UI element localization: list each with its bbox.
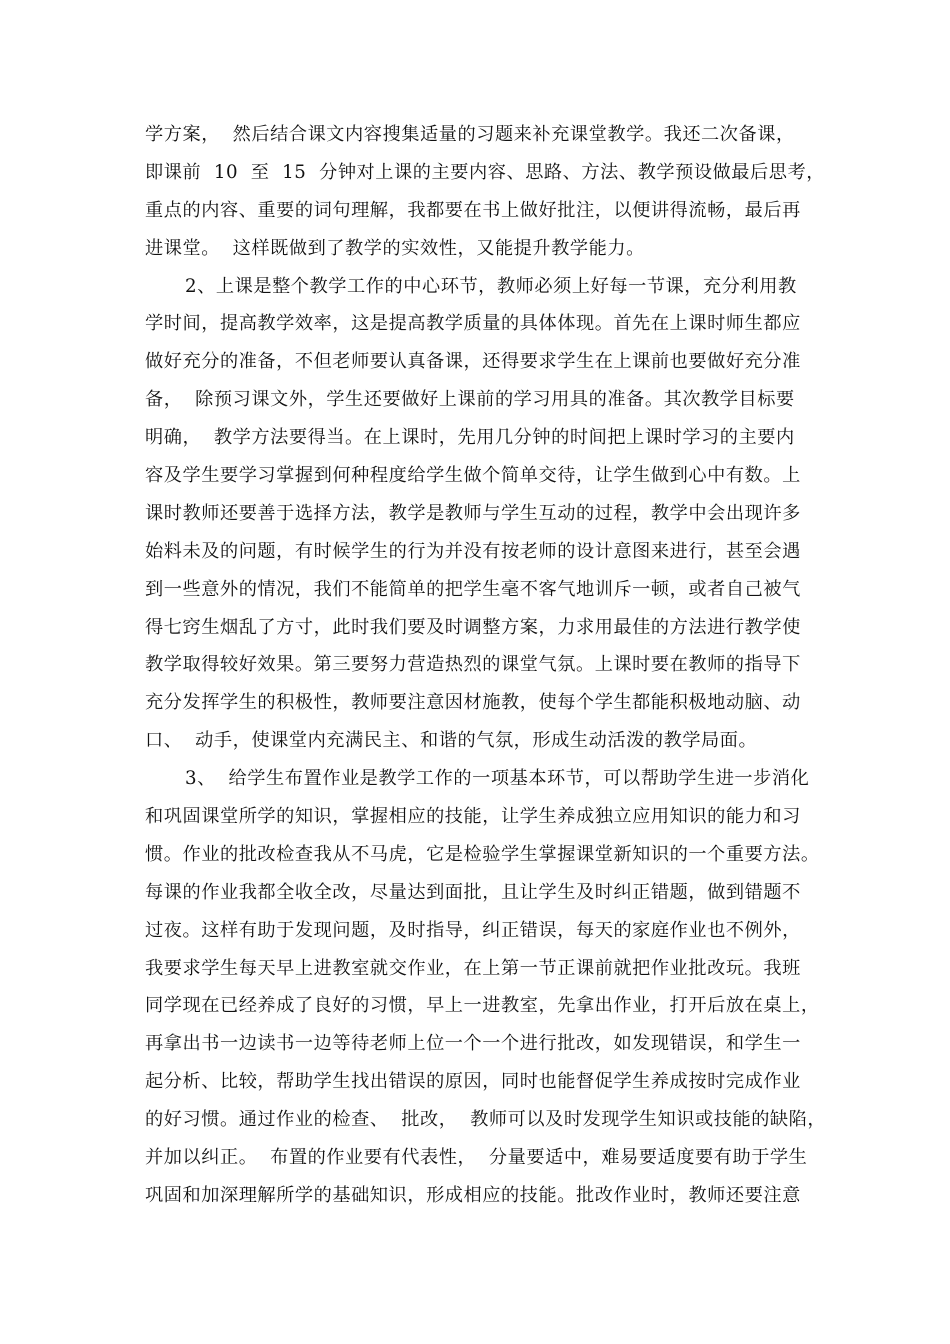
text-line: 我要求学生每天早上进教室就交作业，在上第一节正课前就把作业批改玩。我班 [145,957,801,979]
text-line: 做好充分的准备，不但老师要认真备课，还得要求学生在上课前也要做好充分准 [145,351,801,373]
text-line: 过夜。这样有助于发现问题，及时指导，纠正错误，每天的家庭作业也不例外， [145,919,801,941]
paragraph [145,760,827,1215]
text-line: 重点的内容、重要的词句理解，我都要在书上做好批注，以便讲得流畅，最后再 [145,199,801,221]
text-line: 容及学生要学习掌握到何种程度给学生做个简单交待，让学生做到心中有数。上 [145,465,801,487]
text-line: 得七窍生烟乱了方寸，此时我们要及时调整方案，力求用最佳的方法进行教学使 [145,616,801,638]
text-line: 每课的作业我都全收全改，尽量达到面批，且让学生及时纠正错题，做到错题不 [145,881,801,903]
text-line: 的好习惯。通过作业的检查、 批改， 教师可以及时发现学生知识或技能的缺陷， [145,1109,827,1131]
text-line: 并加以纠正。 布置的作业要有代表性， 分量要适中，难易要适度要有助于学生 [145,1147,808,1169]
text-line: 始料未及的问题，有时候学生的行为并没有按老师的设计意图来进行，甚至会遇 [145,540,801,562]
text-line: 教学取得较好效果。第三要努力营造热烈的课堂气氛。上课时要在教师的指导下 [145,654,801,676]
text-line: 到一些意外的情况，我们不能简单的把学生毫不客气地训斥一顿，或者自己被气 [145,578,801,600]
text-line: 即课前 10 至 15 分钟对上课的主要内容、思路、方法、教学预设做最后思考， [145,161,825,183]
text-line: 口、 动手，使课堂内充满民主、和谐的气氛，形成生动活泼的教学局面。 [145,730,758,752]
text-line: 明确， 教学方法要得当。在上课时，先用几分钟的时间把上课时学习的主要内 [145,427,795,449]
document-body [145,116,827,1215]
text-line: 2、上课是整个教学工作的中心环节，教师必须上好每一节课，充分利用教 [185,275,797,297]
text-line: 进课堂。 这样既做到了教学的实效性，又能提升教学能力。 [145,237,645,259]
text-line: 备， 除预习课文外，学生还要做好上课前的学习用具的准备。其次教学目标要 [145,389,795,411]
text-line: 再拿出书一边读书一边等待老师上位一个一个进行批改，如发现错误，和学生一 [145,1033,801,1055]
text-line: 和巩固课堂所学的知识，掌握相应的技能，让学生养成独立应用知识的能力和习 [145,806,801,828]
text-line: 惯。作业的批改检查我从不马虎，它是检验学生掌握课堂新知识的一个重要方法。 [145,843,820,865]
text-line: 课时教师还要善于选择方法，教学是教师与学生互动的过程，教学中会出现许多 [145,502,801,524]
text-line: 起分析、比较，帮助学生找出错误的原因，同时也能督促学生养成按时完成作业 [145,1071,801,1093]
text-line: 学方案， 然后结合课文内容搜集适量的习题来补充课堂教学。我还二次备课， [145,124,795,145]
text-line: 同学现在已经养成了良好的习惯，早上一进教室，先拿出作业，打开后放在桌上， [145,995,820,1017]
text-line: 巩固和加深理解所学的基础知识，形成相应的技能。批改作业时，教师还要注意 [145,1184,801,1206]
text-line: 3、 给学生布置作业是教学工作的一项基本环节，可以帮助学生进一步消化 [185,768,810,790]
paragraph [145,268,805,761]
text-line: 充分发挥学生的积极性，教师要注意因材施教，使每个学生都能积极地动脑、动 [145,692,801,714]
text-line: 学时间，提高教学效率，这是提高教学质量的具体体现。首先在上课时师生都应 [145,313,801,335]
paragraph [145,116,825,268]
